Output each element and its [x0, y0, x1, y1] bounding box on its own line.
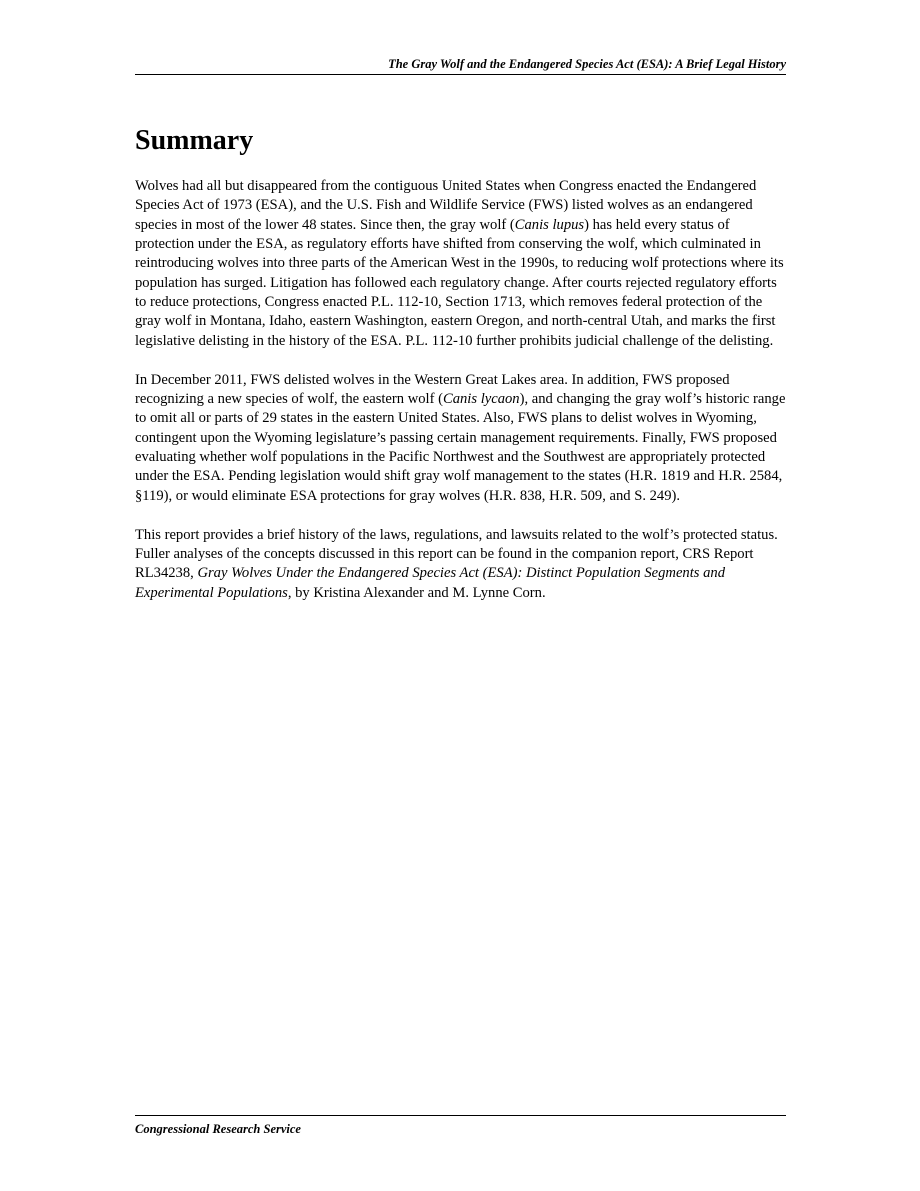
- species-name-canis-lupus: Canis lupus: [514, 216, 585, 233]
- paragraph-text: ), and changing the gray wolf’s historic range to omit all or parts of 29 states in the eastern United States. Also, FWS plans to delist wolves in Wyoming, contingent upon the Wyoming legislature’s passing certain management requirements. Finally, FWS proposed evaluating whether wolf populations in the Pacific Northwest and the Southwest are appropriately protected under the ESA. Pending legislation would shift gray wolf management to the states (H.R. 1819 and H.R. 2584, §119), or would eliminate ESA protections for gray wolves (H.R. 838, H.R. 509, and S. 249).: [135, 390, 786, 504]
- paragraph-text: Wolves had all but disappeared from the contiguous United States when Congress enacted the Endangered Species Act of 1973 (ESA), and the U.S. Fish and Wildlife Service (FWS) listed wolves as an endangered species in most of the lower 48 states. Since then, the gray wolf (: [135, 178, 757, 233]
- paragraph-text: ) has held every status of protection under the ESA, as regulatory efforts have shifted from conserving the wolf, which culminated in reintroducing wolves into three parts of the American West in the 1990s, to reducing wolf protections where its population has surged. Litigation has followed each regulatory change. After courts rejected regulatory efforts to reduce protections, Congress enacted P.L. 112-10, Section 1713, which removes federal protection of the gray wolf in Montana, Idaho, eastern Washington, eastern Oregon, and north-central Utah, and marks the first legislative delisting in the history of the ESA. P.L. 112-10 further prohibits judicial challenge of the delisting.: [135, 216, 784, 349]
- page-title: Summary: [135, 125, 254, 156]
- running-footer: [135, 1115, 786, 1137]
- companion-report-title: Gray Wolves Under the Endangered Species Act (ESA): Distinct Population Segments and Experimental Populations: [135, 565, 725, 601]
- paragraph-text: In December 2011, FWS delisted wolves in the Western Great Lakes area. In addition, FWS proposed recognizing a new species of wolf, the eastern wolf (: [135, 371, 730, 407]
- running-header-title: The Gray Wolf and the Endangered Species Act (ESA): A Brief Legal History: [388, 57, 786, 71]
- summary-paragraph: [135, 526, 786, 603]
- footer-organization: Congressional Research Service: [135, 1122, 301, 1136]
- species-name-canis-lycaon: Canis lycaon: [442, 390, 520, 407]
- running-header: [135, 56, 786, 75]
- summary-paragraph: [135, 371, 786, 506]
- summary-body: [135, 177, 786, 622]
- summary-paragraph: [135, 177, 786, 351]
- paragraph-text: This report provides a brief history of the laws, regulations, and lawsuits related to the wolf’s protected status. Fuller analyses of the concepts discussed in this report can be found in the companion report, CRS Report RL34238,: [135, 526, 778, 582]
- paragraph-text: , by Kristina Alexander and M. Lynne Corn.: [287, 584, 546, 601]
